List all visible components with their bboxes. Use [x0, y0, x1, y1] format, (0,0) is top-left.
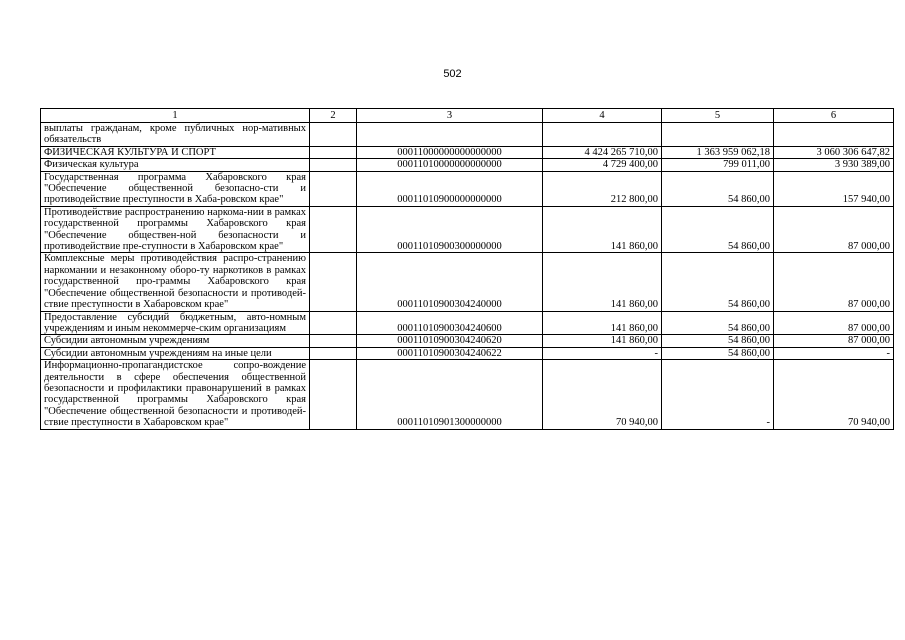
- row-plan-cell: 212 800,00: [543, 171, 662, 206]
- header-col-1: 1: [41, 109, 310, 123]
- row-remaining-cell: [774, 123, 894, 147]
- table-row: [41, 360, 894, 429]
- table-row: [41, 171, 894, 206]
- header-row: [41, 109, 894, 123]
- row-name-cell: Субсидии автономным учреждениям: [41, 335, 310, 347]
- row-col2-cell: [310, 171, 357, 206]
- row-remaining-cell: 3 930 389,00: [774, 159, 894, 171]
- row-plan-cell: 70 940,00: [543, 360, 662, 429]
- row-name-cell: Информационно-пропагандистское сопро-вождение деятельности в сфере обеспечения общественной безопасности и профилактики правонарушений в рамках государственной программы Хабаровского края "Обеспечение общественной безопасности и противодей-ствие преступности в Хабаровском крае": [41, 360, 310, 429]
- row-executed-cell: 54 860,00: [662, 171, 774, 206]
- header-col-6: 6: [774, 109, 894, 123]
- row-code-cell: 00011010900000000000: [357, 171, 543, 206]
- row-name-cell: выплаты гражданам, кроме публичных нор-мативных обязательств: [41, 123, 310, 147]
- header-col-5: 5: [662, 109, 774, 123]
- row-remaining-cell: 87 000,00: [774, 335, 894, 347]
- table-row: [41, 311, 894, 335]
- table-row: [41, 347, 894, 359]
- row-code-cell: 00011010900304240000: [357, 253, 543, 311]
- row-executed-cell: 54 860,00: [662, 253, 774, 311]
- header-col-4: 4: [543, 109, 662, 123]
- row-code-cell: 00011000000000000000: [357, 146, 543, 158]
- row-plan-cell: 141 860,00: [543, 335, 662, 347]
- row-col2-cell: [310, 311, 357, 335]
- row-col2-cell: [310, 123, 357, 147]
- row-name-cell: ФИЗИЧЕСКАЯ КУЛЬТУРА И СПОРТ: [41, 146, 310, 158]
- row-executed-cell: 54 860,00: [662, 206, 774, 253]
- row-code-cell: 00011010000000000000: [357, 159, 543, 171]
- row-code-cell: [357, 123, 543, 147]
- row-executed-cell: 54 860,00: [662, 311, 774, 335]
- row-name-cell: Противодействие распространению наркома-нии в рамках государственной программы Хабаровского края "Обеспечение обществен-ной безопасности и противодействие пре-ступности в Хабаровском крае": [41, 206, 310, 253]
- row-name-cell: Субсидии автономным учреждениям на иные цели: [41, 347, 310, 359]
- row-plan-cell: 141 860,00: [543, 206, 662, 253]
- row-code-cell: 00011010900300000000: [357, 206, 543, 253]
- row-code-cell: 00011010901300000000: [357, 360, 543, 429]
- row-plan-cell: 141 860,00: [543, 253, 662, 311]
- row-executed-cell: [662, 123, 774, 147]
- table-row: [41, 123, 894, 147]
- row-plan-cell: 141 860,00: [543, 311, 662, 335]
- row-plan-cell: 4 729 400,00: [543, 159, 662, 171]
- row-code-cell: 00011010900304240600: [357, 311, 543, 335]
- row-plan-cell: 4 424 265 710,00: [543, 146, 662, 158]
- row-executed-cell: 54 860,00: [662, 335, 774, 347]
- table-row: [41, 159, 894, 171]
- row-name-cell: Комплексные меры противодействия распро-странению наркомании и незаконному оборо-ту наркотиков в рамках государственной про-граммы Хабаровского края "Обеспечение общественной безопасности и противодей-ствие преступности в Хабаровском крае": [41, 253, 310, 311]
- page-number: 502: [443, 68, 462, 80]
- row-remaining-cell: 87 000,00: [774, 206, 894, 253]
- row-col2-cell: [310, 159, 357, 171]
- row-remaining-cell: 87 000,00: [774, 253, 894, 311]
- row-col2-cell: [310, 335, 357, 347]
- row-name-cell: Государственная программа Хабаровского края "Обеспечение общественной безопасно-сти и противодействие преступности в Хаба-ровском крае": [41, 171, 310, 206]
- row-remaining-cell: 157 940,00: [774, 171, 894, 206]
- row-remaining-cell: 3 060 306 647,82: [774, 146, 894, 158]
- header-col-3: 3: [357, 109, 543, 123]
- row-col2-cell: [310, 146, 357, 158]
- row-plan-cell: [543, 123, 662, 147]
- row-code-cell: 00011010900304240620: [357, 335, 543, 347]
- table-row: [41, 253, 894, 311]
- row-executed-cell: 1 363 959 062,18: [662, 146, 774, 158]
- row-executed-cell: 54 860,00: [662, 347, 774, 359]
- row-col2-cell: [310, 206, 357, 253]
- row-remaining-cell: 70 940,00: [774, 360, 894, 429]
- row-col2-cell: [310, 360, 357, 429]
- row-col2-cell: [310, 347, 357, 359]
- table-row: [41, 146, 894, 158]
- row-executed-cell: -: [662, 360, 774, 429]
- row-name-cell: Предоставление субсидий бюджетным, авто-номным учреждениям и иным некоммерче-ским организациям: [41, 311, 310, 335]
- row-remaining-cell: -: [774, 347, 894, 359]
- row-code-cell: 00011010900304240622: [357, 347, 543, 359]
- budget-table: [40, 108, 894, 430]
- table-row: [41, 206, 894, 253]
- table-body: [41, 123, 894, 430]
- table-row: [41, 335, 894, 347]
- row-plan-cell: -: [543, 347, 662, 359]
- row-executed-cell: 799 011,00: [662, 159, 774, 171]
- header-col-2: 2: [310, 109, 357, 123]
- row-name-cell: Физическая культура: [41, 159, 310, 171]
- row-remaining-cell: 87 000,00: [774, 311, 894, 335]
- row-col2-cell: [310, 253, 357, 311]
